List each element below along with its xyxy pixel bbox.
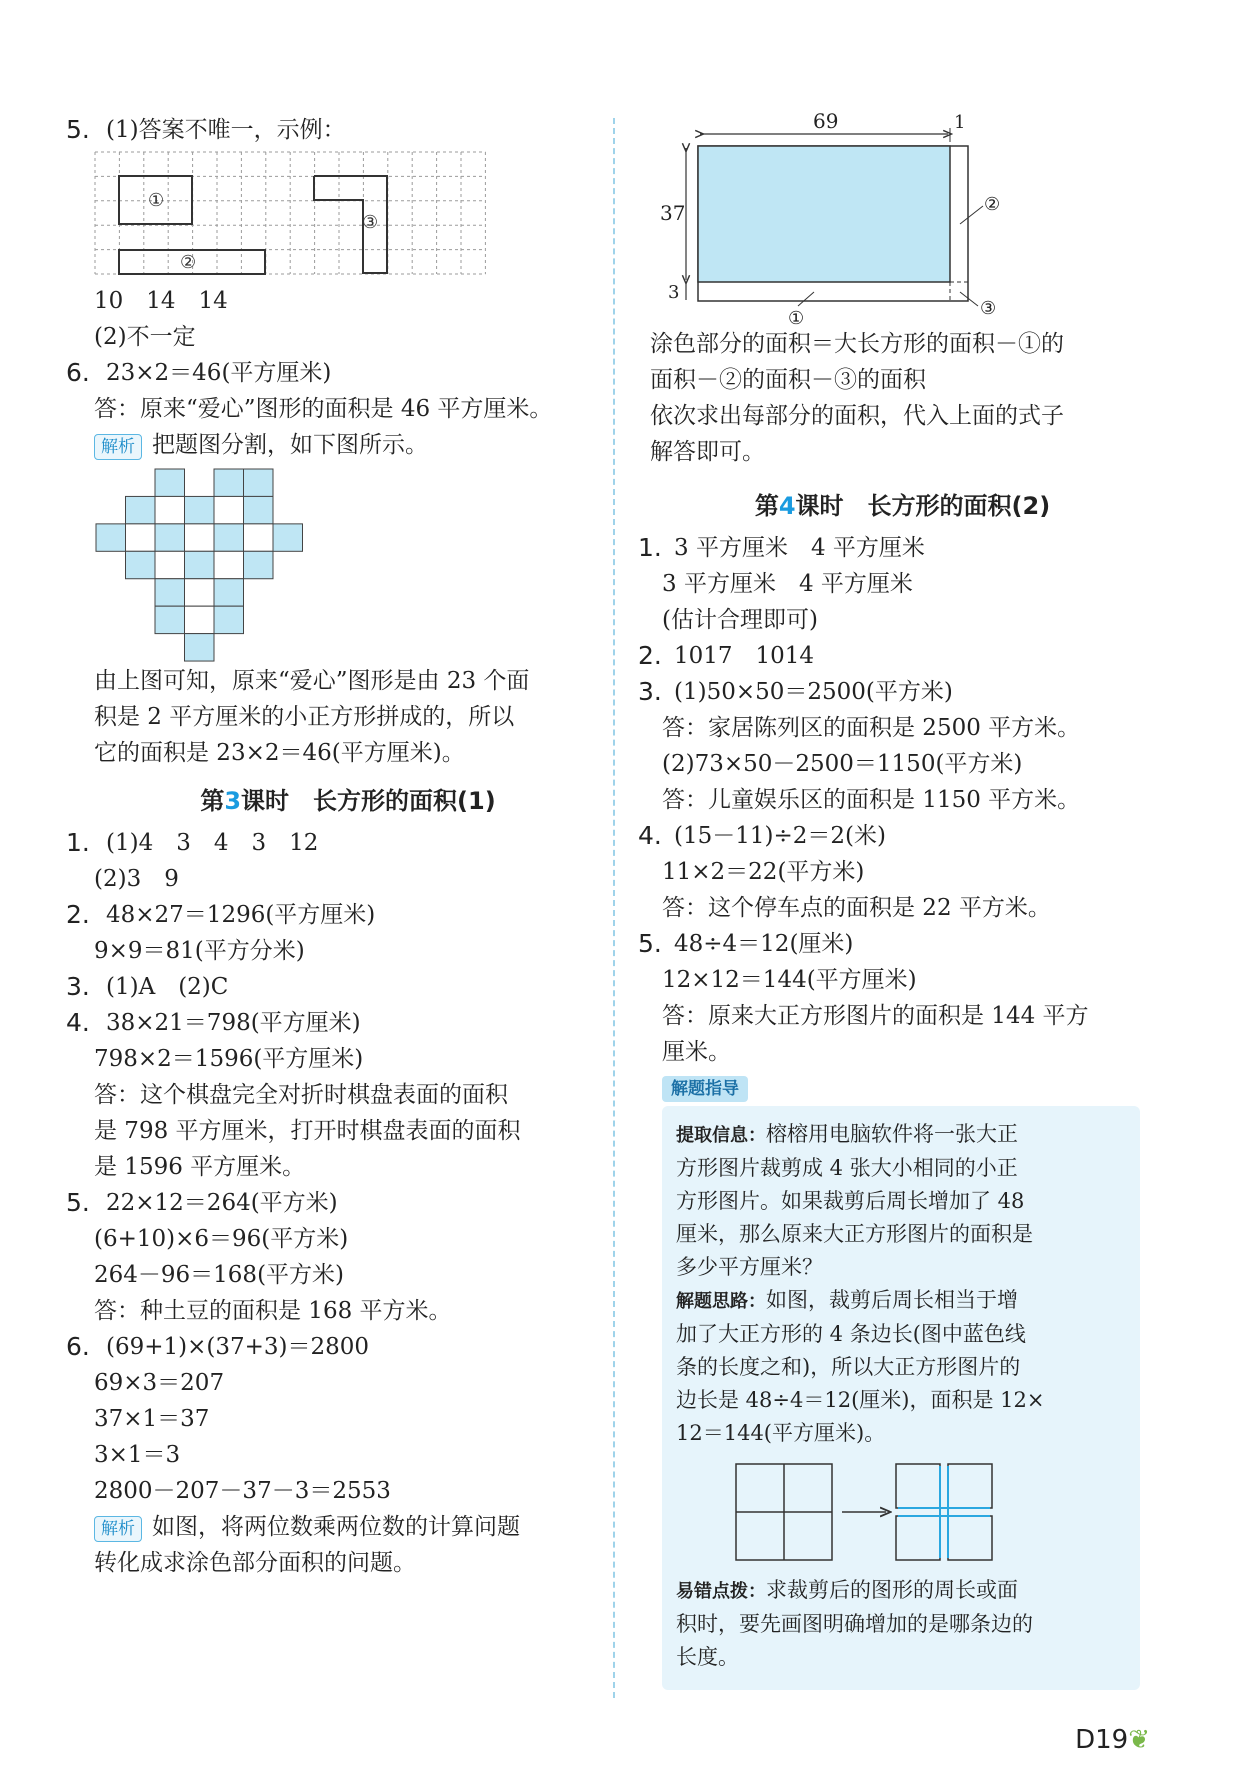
l4q4-line2: 11×2＝22(平方米) — [662, 859, 865, 885]
guide-info3: 方形图片。如果裁剪后周长增加了 48 — [676, 1189, 1025, 1213]
l4q5-line3: 答：原来大正方形图片的面积是 144 平方 — [662, 1003, 1089, 1029]
top-small-length: 1 — [954, 112, 966, 133]
l4q1-line1 — [638, 530, 1155, 566]
l3q4-line3: 答：这个棋盘完全对折时棋盘表面的面积 — [94, 1082, 508, 1108]
l3q6-line1 — [66, 1329, 618, 1365]
lesson4-heading — [650, 484, 1155, 528]
guide-idea4: 边长是 48÷4＝12(厘米)，面积是 12× — [676, 1388, 1045, 1412]
heart-cell — [155, 496, 185, 523]
guide-box — [662, 1106, 1140, 1690]
shape-1-label: ① — [148, 190, 165, 211]
heart-cell — [244, 551, 274, 578]
info-text-1: 榕榕用电脑软件将一张大正 — [766, 1122, 1018, 1146]
guide-idea3: 条的长度之和)，所以大正方形图片的 — [676, 1355, 1021, 1379]
grid-lines — [95, 152, 485, 274]
q6-expl1: 由上图可知，原来“爱心”图形是由 23 个面 — [94, 668, 530, 694]
l4q1-number: 1. — [638, 533, 662, 562]
lesson4-title: 课时 长方形的面积(2) — [795, 492, 1051, 520]
l3q5-text: 22×12＝264(平方米) — [106, 1190, 338, 1216]
analysis-tag: 解析 — [94, 434, 142, 460]
l3q5-line3: 264－96＝168(平方米) — [94, 1262, 345, 1288]
l3q6-text: (69+1)×(37+3)＝2800 — [106, 1334, 370, 1360]
l3q1-line1 — [66, 825, 618, 861]
analysis-tag-2: 解析 — [94, 1516, 142, 1542]
l3q6-analysis — [78, 1509, 618, 1545]
l4q3-line3: (2)73×50－2500＝1150(平方米) — [662, 751, 1023, 777]
l3q1-text: (1)4 3 4 3 12 — [106, 830, 319, 856]
lesson3-prefix: 第 — [200, 787, 225, 815]
heart-cell — [155, 606, 185, 633]
left-column — [66, 112, 618, 1581]
l4q4-text: (15－11)÷2＝2(米) — [674, 823, 886, 849]
l4q2-line1 — [638, 638, 1155, 674]
l3q2-text: 48×27＝1296(平方厘米) — [106, 902, 376, 928]
q6-expl2: 积是 2 平方厘米的小正方形拼成的，所以 — [94, 704, 515, 730]
l3q5-line4: 答：种土豆的面积是 168 平方米。 — [94, 1298, 452, 1324]
top-length: 69 — [813, 109, 839, 133]
diagram-expl4: 解答即可。 — [650, 439, 765, 465]
l4q3-text: (1)50×50＝2500(平方米) — [674, 679, 953, 705]
l3q6-line2: 69×3＝207 — [94, 1370, 225, 1396]
l3q1-line2: (2)3 9 — [94, 866, 179, 892]
lesson3-heading — [78, 779, 618, 823]
guide-idea2: 加了大正方形的 4 条边长(图中蓝色线 — [676, 1322, 1026, 1346]
l4q5-number: 5. — [638, 929, 662, 958]
heart-cell — [214, 579, 244, 606]
l3q6-line4: 3×1＝3 — [94, 1442, 181, 1468]
heart-cell — [185, 606, 215, 633]
heart-cell — [126, 551, 156, 578]
lesson3-title: 课时 长方形的面积(1) — [241, 787, 496, 815]
heart-cell — [155, 579, 185, 606]
leaf-icon: ❦ — [1128, 1725, 1150, 1755]
info-label: 提取信息： — [676, 1125, 766, 1146]
q6-number: 6. — [66, 358, 90, 387]
heart-cell — [126, 496, 156, 523]
label3-leader — [960, 292, 978, 306]
rectangle-diagram — [638, 106, 1018, 329]
small-square-4 — [948, 1516, 992, 1560]
idea-label: 解题思路： — [676, 1291, 766, 1312]
l3q4-line1 — [66, 1005, 618, 1041]
heart-cell — [244, 469, 274, 496]
l4q3-line4: 答：儿童娱乐区的面积是 1150 平方米。 — [662, 787, 1081, 813]
cut-square-figure — [726, 1458, 1106, 1568]
guide-idea5: 12＝144(平方厘米)。 — [676, 1421, 886, 1445]
heart-cell — [155, 469, 185, 496]
guide-tag-row — [650, 1076, 1155, 1102]
q5-number: 5. — [66, 115, 90, 144]
l4q2-text: 1017 1014 — [674, 643, 815, 669]
heart-cell — [244, 524, 274, 551]
heart-cell — [185, 496, 215, 523]
idea-text-1: 如图，裁剪后周长相当于增 — [766, 1288, 1018, 1312]
diagram-expl3: 依次求出每部分的面积，代入上面的式子 — [650, 403, 1064, 429]
heart-cell — [185, 524, 215, 551]
l3q2-number: 2. — [66, 900, 90, 929]
guide-err3: 长度。 — [676, 1645, 739, 1669]
heart-cell — [155, 524, 185, 551]
l3q1-number: 1. — [66, 828, 90, 857]
side-length: 37 — [660, 201, 686, 225]
heart-cell — [155, 551, 185, 578]
l4q3-line2: 答：家居陈列区的面积是 2500 平方米。 — [662, 715, 1081, 741]
guide-info4: 厘米，那么原来大正方形图片的面积是 — [676, 1222, 1033, 1246]
q6-analysis — [78, 427, 618, 463]
guide-info2: 方形图片裁剪成 4 张大小相同的小正 — [676, 1156, 1018, 1180]
l4q4-number: 4. — [638, 821, 662, 850]
label1-leader — [798, 292, 814, 306]
heart-cell — [185, 579, 215, 606]
l3q5-line1 — [66, 1185, 618, 1221]
heart-cell — [214, 524, 244, 551]
l4q1-text: 3 平方厘米 4 平方厘米 — [674, 535, 925, 561]
l3q4-line2: 798×2＝1596(平方厘米) — [94, 1046, 364, 1072]
l4q1-line3: (估计合理即可) — [662, 607, 818, 633]
heart-cell — [185, 551, 215, 578]
l3q4-number: 4. — [66, 1008, 90, 1037]
shaded-rect — [698, 146, 950, 282]
l3q2-line2: 9×9＝81(平方分米) — [94, 938, 305, 964]
guide-idea1 — [676, 1284, 1126, 1318]
lesson4-number: 4 — [778, 492, 796, 520]
q5-values: 10 14 14 — [94, 288, 228, 314]
err-text-1: 求裁剪后的图形的周长或面 — [766, 1578, 1018, 1602]
q5-part2: (2)不一定 — [94, 324, 196, 350]
err-label: 易错点拨： — [676, 1581, 766, 1602]
l4q4-line1 — [638, 818, 1155, 854]
l3q5-line2: (6+10)×6＝96(平方米) — [94, 1226, 349, 1252]
diagram-expl2: 面积－②的面积－③的面积 — [650, 367, 926, 393]
heart-cells — [96, 469, 303, 661]
shape-2-label: ② — [180, 252, 197, 273]
analysis-text-2: 如图，将两位数乘两位数的计算问题 — [152, 1514, 520, 1540]
page-footer — [1075, 1725, 1150, 1755]
region-1-label: ① — [788, 308, 805, 329]
q6-expl3: 它的面积是 23×2＝46(平方厘米)。 — [94, 740, 465, 766]
q6-line1 — [66, 355, 618, 391]
l4q4-line3: 答：这个停车点的面积是 22 平方米。 — [662, 895, 1051, 921]
l4q5-line2: 12×12＝144(平方厘米) — [662, 967, 917, 993]
l3q3-number: 3. — [66, 972, 90, 1001]
q6-answer: 答：原来“爱心”图形的面积是 46 平方厘米。 — [94, 396, 553, 422]
l3q6-line5: 2800－207－37－3＝2553 — [94, 1478, 391, 1504]
page-number: D19 — [1075, 1725, 1129, 1755]
l4q3-line1 — [638, 674, 1155, 710]
heart-cell — [214, 606, 244, 633]
guide-err1 — [676, 1574, 1126, 1608]
l4q5-line1 — [638, 926, 1155, 962]
label2-leader — [960, 206, 983, 224]
l4q3-number: 3. — [638, 677, 662, 706]
small-square-3 — [896, 1516, 940, 1560]
heart-cell — [214, 496, 244, 523]
region-3-label: ③ — [980, 298, 997, 319]
l3q5-number: 5. — [66, 1188, 90, 1217]
guide-info5: 多少平方厘米？ — [676, 1255, 823, 1279]
right-column — [638, 109, 1155, 1690]
guide-err2: 积时，要先画图明确增加的是哪条边的 — [676, 1612, 1033, 1636]
shape-3-label: ③ — [362, 212, 379, 233]
heart-figure — [94, 467, 334, 657]
l4q1-line2: 3 平方厘米 4 平方厘米 — [662, 571, 913, 597]
small-square-2 — [948, 1464, 992, 1508]
guide-tag: 解题指导 — [662, 1076, 748, 1102]
side-small-length: 3 — [668, 282, 680, 303]
heart-cell — [273, 524, 303, 551]
lesson4-prefix: 第 — [754, 492, 779, 520]
heart-cell — [126, 524, 156, 551]
q5-line — [66, 112, 618, 148]
heart-cell — [214, 469, 244, 496]
l3q4-line5: 是 1596 平方厘米。 — [94, 1154, 306, 1180]
lesson3-number: 3 — [224, 787, 242, 815]
small-square-1 — [896, 1464, 940, 1508]
diagram-expl1: 涂色部分的面积＝大长方形的面积－①的 — [650, 331, 1064, 357]
l3q4-text: 38×21＝798(平方厘米) — [106, 1010, 361, 1036]
heart-cell — [185, 634, 215, 661]
region-2-label: ② — [984, 194, 1001, 215]
guide-info1 — [676, 1118, 1126, 1152]
l3q2-line1 — [66, 897, 618, 933]
l3q4-line4: 是 798 平方厘米，打开时棋盘表面的面积 — [94, 1118, 521, 1144]
grid-figure — [94, 148, 514, 283]
l3q3-text: (1)A (2)C — [106, 974, 229, 1000]
heart-cell — [96, 524, 126, 551]
l3q6-line3: 37×1＝37 — [94, 1406, 210, 1432]
q6-equation: 23×2＝46(平方厘米) — [106, 360, 332, 386]
l3q6-line6: 转化成求涂色部分面积的问题。 — [94, 1550, 416, 1576]
heart-cell — [214, 551, 244, 578]
analysis-text: 把题图分割，如下图所示。 — [152, 432, 428, 458]
l3q6-number: 6. — [66, 1332, 90, 1361]
l4q5-line4: 厘米。 — [662, 1039, 731, 1065]
l4q5-text: 48÷4＝12(厘米) — [674, 931, 854, 957]
q5-text: (1)答案不唯一，示例： — [106, 117, 346, 143]
heart-cell — [244, 496, 274, 523]
l3q3-line1 — [66, 969, 618, 1005]
l4q2-number: 2. — [638, 641, 662, 670]
